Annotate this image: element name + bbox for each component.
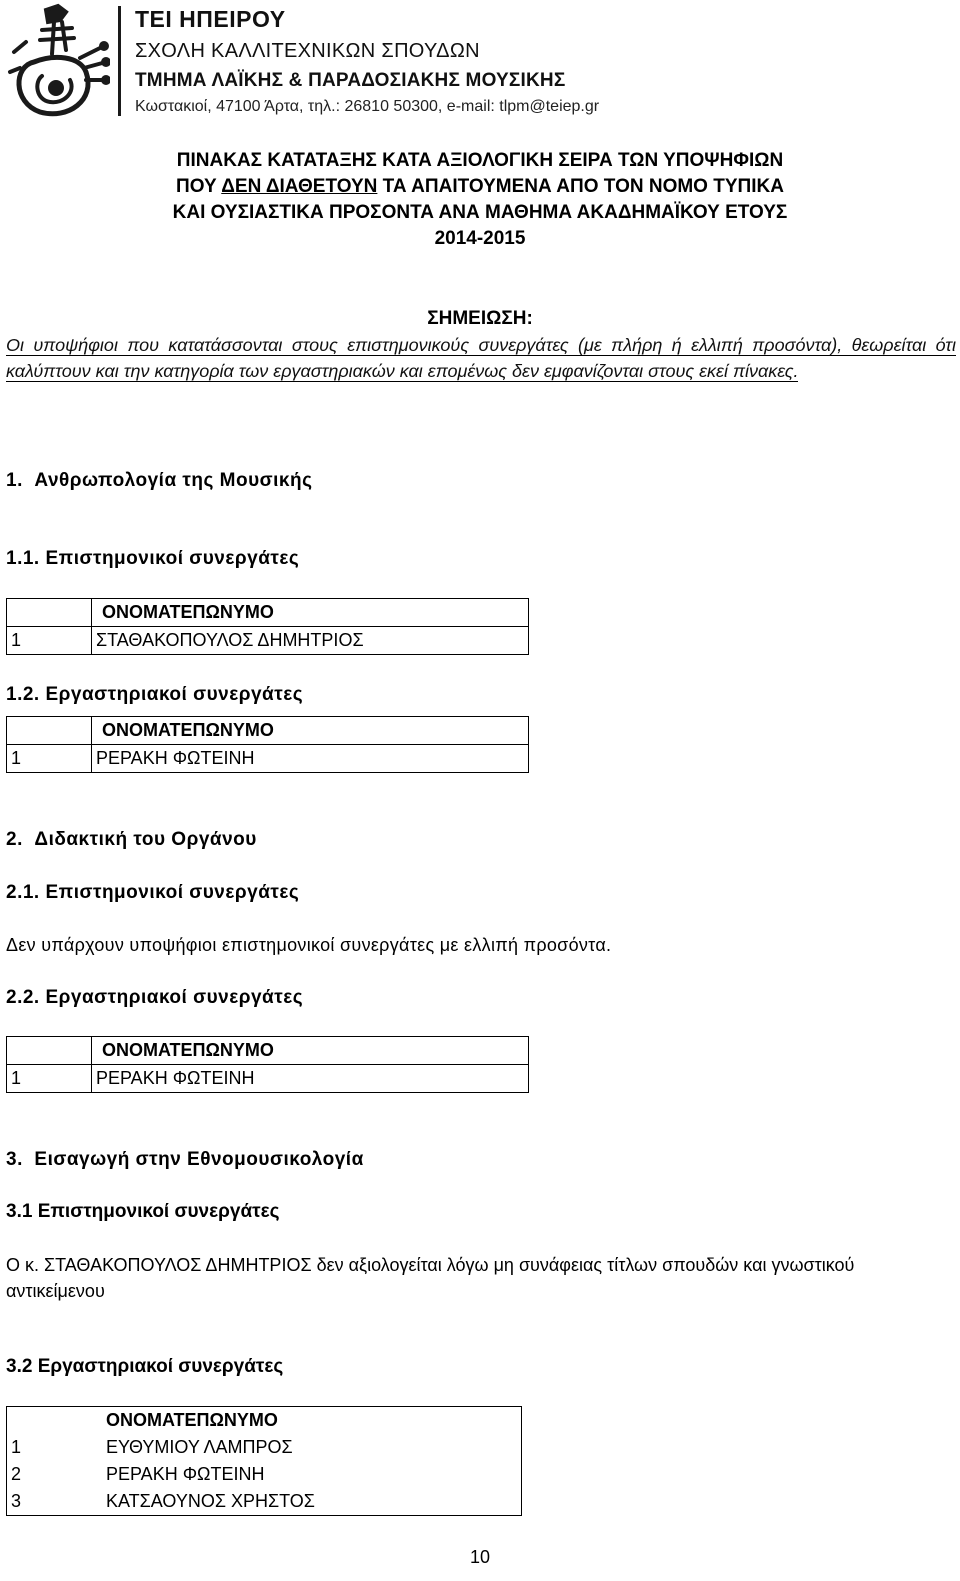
section-title: Διδακτική του Οργάνου [34,829,257,850]
subsection-1-1-heading: 1.1. Επιστημονικοί συνεργάτες [6,548,300,569]
contact-info: Κωστακιοί, 47100 Άρτα, τηλ.: 26810 50300, e-mail: tlpm@teiep.gr [135,98,600,115]
section-number: 2. [6,829,23,850]
table-header-row [7,717,529,745]
title-line [0,174,960,200]
title-year: 2014-2015 [434,228,526,249]
section-title: Ανθρωπολογία της Μουσικής [34,470,313,491]
candidates-table [6,716,529,773]
table-cell-name: ΕΥΘΥΜΙΟΥ ΛΑΜΠΡΟΣ [102,1434,522,1461]
table-header-row [7,1037,529,1065]
title-line-suffix: ΤΑ ΑΠΑΙΤΟΥΜΕΝΑ ΑΠΟ ΤΟΝ ΝΟΜΟ ΤΥΠΙΚΑ [377,176,784,197]
section-title: Εισαγωγή στην Εθνομουσικολογία [34,1149,364,1170]
table-row [7,1488,522,1516]
page-number: 10 [469,1547,491,1567]
table-num-header [7,1407,103,1435]
table-num-header [7,1037,92,1065]
table-num-header [7,599,92,627]
table-num-header [7,717,92,745]
institution-name: ΤΕΙ ΗΠΕΙΡΟΥ [135,6,286,32]
letterhead-divider [118,6,121,116]
table-name-header: ΟΝΟΜΑΤΕΠΩΝΥΜΟ [102,1407,522,1435]
table-name-header: ΟΝΟΜΑΤΕΠΩΝΥΜΟ [92,717,529,745]
table-row [7,627,529,655]
subsection-3-2-heading: 3.2 Εργαστηριακοί συνεργάτες [6,1356,284,1377]
title-line-prefix: ΠΟΥ [176,176,222,197]
section-number: 3. [6,1149,23,1170]
no-candidates-text: Δεν υπάρχουν υποψήφιοι επιστημονικοί συνεργάτες με ελλιπή προσόντα. [6,935,612,955]
table-cell-name: ΣΤΑΘΑΚΟΠΟΥΛΟΣ ΔΗΜΗΤΡΙΟΣ [92,627,529,655]
department-name: ΤΜΗΜΑ ΛΑΪΚΗΣ & ΠΑΡΑΔΟΣΙΑΚΗΣ ΜΟΥΣΙΚΗΣ [135,70,566,91]
subsection-3-1-heading: 3.1 Επιστημονικοί συνεργάτες [6,1201,280,1222]
section-2-heading [6,829,257,851]
document-title [0,148,960,252]
table-cell-num: 1 [7,745,92,773]
subsection-2-2-heading: 2.2. Εργαστηριακοί συνεργάτες [6,987,304,1008]
table-cell-name: ΡΕΡΑΚΗ ΦΩΤΕΙΝΗ [92,1065,529,1093]
table-cell-num: 1 [7,1065,92,1093]
table-cell-num: 2 [7,1461,103,1488]
title-line: ΠΙΝΑΚΑΣ ΚΑΤΑΤΑΞΗΣ ΚΑΤΑ ΑΞΙΟΛΟΓΙΚΗ ΣΕΙΡΑ ΤΩΝ ΥΠΟΨΗΦΙΩΝ [176,150,784,171]
section-1-heading [6,470,313,492]
table-row [7,1434,522,1461]
subsection-1-2-heading: 1.2. Εργαστηριακοί συνεργάτες [6,684,304,705]
table-row [7,1461,522,1488]
title-line: ΚΑΙ ΟΥΣΙΑΣΤΙΚΑ ΠΡΟΣΟΝΤΑ ΑΝΑ ΜΑΘΗΜΑ ΑΚΑΔΗΜΑΪΚΟΥ ΕΤΟΥΣ [172,202,788,223]
table-cell-name: ΡΕΡΑΚΗ ΦΩΤΕΙΝΗ [102,1461,522,1488]
section-3-heading [6,1149,364,1171]
table-cell-name: ΡΕΡΑΚΗ ΦΩΤΕΙΝΗ [92,745,529,773]
remark-text: Ο κ. ΣΤΑΘΑΚΟΠΟΥΛΟΣ ΔΗΜΗΤΡΙΟΣ δεν αξιολογείται λόγω μη συνάφειας τίτλων σπουδών και γνωστικού αντικείμενου [6,1255,855,1301]
table-header-row [7,599,529,627]
subsection-2-1-heading: 2.1. Επιστημονικοί συνεργάτες [6,882,300,903]
note-text [6,332,956,384]
table-header-row [7,1407,522,1435]
school-name: ΣΧΟΛΗ ΚΑΛΛΙΤΕΧΝΙΚΩΝ ΣΠΟΥΔΩΝ [135,40,480,62]
table-name-header: ΟΝΟΜΑΤΕΠΩΝΥΜΟ [92,1037,529,1065]
title-underlined: ΔΕΝ ΔΙΑΘΕΤΟΥΝ [221,176,378,197]
section-number: 1. [6,470,23,491]
table-cell-num: 3 [7,1488,103,1516]
institution-logo [6,2,110,122]
table-row [7,745,529,773]
candidates-table [6,598,529,655]
table-cell-num: 1 [7,627,92,655]
table-cell-name: ΚΑΤΣΑΟΥΝΟΣ ΧΡΗΣΤΟΣ [102,1488,522,1516]
candidates-table [6,1406,522,1516]
table-row [7,1065,529,1093]
table-name-header: ΟΝΟΜΑΤΕΠΩΝΥΜΟ [92,599,529,627]
table-cell-num: 1 [7,1434,103,1461]
candidates-table [6,1036,529,1093]
note-text-content: Οι υποψήφιοι που κατατάσσονται στους επιστημονικούς συνεργάτες (με πλήρη ή ελλιπή προσόντα), θεωρείται ότι καλύπτουν και την κατηγορία των εργαστηριακών και επομένως δεν εμφανίζονται στους εκεί πίνακες. [6,335,956,381]
note-heading: ΣΗΜΕΙΩΣΗ: [427,308,533,329]
